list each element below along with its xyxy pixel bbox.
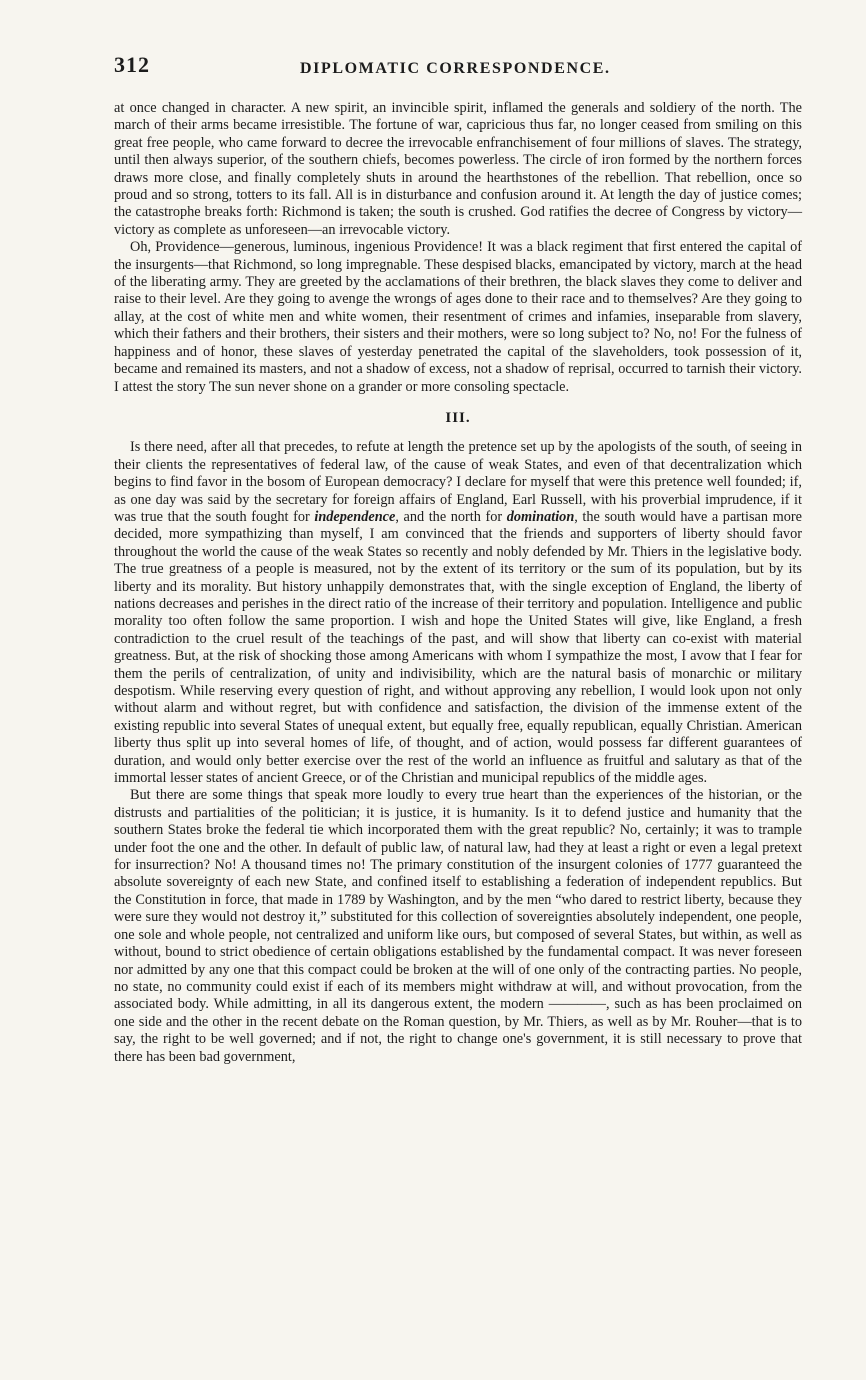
paragraph: Oh, Providence—generous, luminous, ingenious Providence! It was a black regiment that first entered the capital of the insurgents—that Richmond, so long impregnable. These despised blacks, emancipated by victory, march at the head of the liberating army. They are greeted by the acclamations of their brethren, the black slaves they come to deliver and raise to their level. Are they going to avenge the wrongs of ages done to their race and to themselves? Are they going to allay, at the cost of white men and white women, their resentment of crimes and infamies, inseparable from slavery, which their fathers and their brothers, their sisters and their mothers, were so long subject to? No, no! For the fulness of happiness and of honor, these slaves of yesterday penetrated the capital of the slaveholders, took possession of it, became and remained its masters, and not a shadow of excess, not a shadow of reprisal, occurred to tarnish their victory. I attest the story The sun never shone on a grander or more consoling spectacle. [114, 239, 802, 395]
paragraph: at once changed in character. A new spirit, an invincible spirit, inflamed the generals and soldiery of the north. The march of their arms became irresistible. The fortune of war, capricious thus far, no longer ceased from smiling on this great free people, who came forward to decree the irrevocable enfranchisement of four millions of slaves. The strategy, until then always superior, of the southern chiefs, becomes powerless. The circle of iron formed by the northern forces draws more close, and finally completely shuts in around the hearthstones of the rebellion. That rebellion, once so proud and so strong, totters to its fall. All is in disturbance and confusion around it. At length the day of justice comes; the catastrophe breaks forth: Richmond is taken; the south is crushed. God ratifies the decree of Congress by victory—victory as complete as unforeseen—an irrevocable victory. [114, 100, 802, 238]
text-run: , and the north for [395, 508, 503, 525]
section-heading: III. [445, 409, 471, 426]
running-title: DIPLOMATIC CORRESPONDENCE. [300, 60, 611, 77]
italic-term: independence [314, 508, 396, 525]
text-run: , the south would have a partisan more decided, more sympathizing than myself, I am convinced that the friends and supporters of liberty should favor throughout the world the cause of the weak States so recently and nobly defended by Mr. Thiers in the legislative body. The true greatness of a people is measured, not by the extent of its territory or the sum of its population, but by its liberty and its morality. But history unhappily demonstrates that, with the single exception of England, the liberty of nations decreases and perishes in the direct ratio of the increase of their territory and population. Intelligence and public morality too often follow the same proportion. I wish and hope the United States will give, like England, a fresh contradiction to the cruel result of the teachings of the past, and will show that liberty can co-exist with material greatness. But, at the risk of shocking those among Americans with whom I sympathize the most, I avow that I fear for them the perils of centralization, of unity and indivisibility, which are the natural basis of monarchic or military despotism. While reserving every question of right, and without approving any rebellion, I would look upon not only without alarm and without regret, but with confidence and satisfaction, the division of the immense extent of the existing republic into several States of unequal extent, but equally free, equally republican, equally Christian. American liberty thus split up into several homes of life, of thought, and of action, would possess far different guarantees of duration, and would only better exercise over the rest of the world an influence as fruitful and salutary as that of the immortal lesser states of ancient Greece, or of the Christian and municipal republics of the middle ages. [114, 508, 802, 787]
text-run: Is there need, after all that precedes, to refute at length the pretence set up by the apologists of the south, of seeing in their clients the representatives of federal law, of the cause of weak States, and even of that decentralization which begins to find favor in the bosom of European democracy? I declare for myself that were this pretence well founded; if, as one day was said by the secretary for foreign affairs of England, Earl Russell, with his proverbial imprudence, if it was true that the south fought for [114, 439, 802, 525]
italic-term: domination [506, 508, 575, 525]
paragraph [114, 439, 802, 787]
page-header [114, 52, 804, 82]
paragraph: But there are some things that speak more loudly to every true heart than the experiences of the historian, or the distrusts and partialities of the politician; it is justice, it is humanity. Is it to defend justice and humanity that the southern States broke the federal tie which incorporated them with the great republic? No, certainly; it was to trample under foot the one and the other. In default of public law, of natural law, had they at least a right or even a legal pretext for insurrection? No! A thousand times no! The primary constitution of the insurgent colonies of 1777 guaranteed the absolute sovereignty of each new State, and confined itself to establishing a federation of independent republics. But the Constitution in force, that made in 1789 by Washington, and by the men “who dared to restrict liberty, because they were sure they would not destroy it,” substituted for this collection of sovereignties absolutely independent, one people, one sole and whole people, not centralized and uniform like ours, but composed of several States, but within, as well as without, bound to strict obedience of certain obligations established by the fundamental compact. It was never foreseen nor admitted by any one that this compact could be broken at the will of one only of the contracting parties. No people, no state, no community could exist if each of its members might withdraw at will, and without provocation, from the associated body. While admitting, in all its dangerous extent, the modern ————, such as has been proclaimed on one side and the other in the recent debate on the Roman question, by Mr. Thiers, as well as by Mr. Rouher—that is to say, the right to be well governed; and if not, the right to change one's government, it is still necessary to prove that there has been bad government, [114, 787, 802, 1065]
page-number: 312 [114, 52, 150, 77]
body-text [114, 100, 802, 1066]
